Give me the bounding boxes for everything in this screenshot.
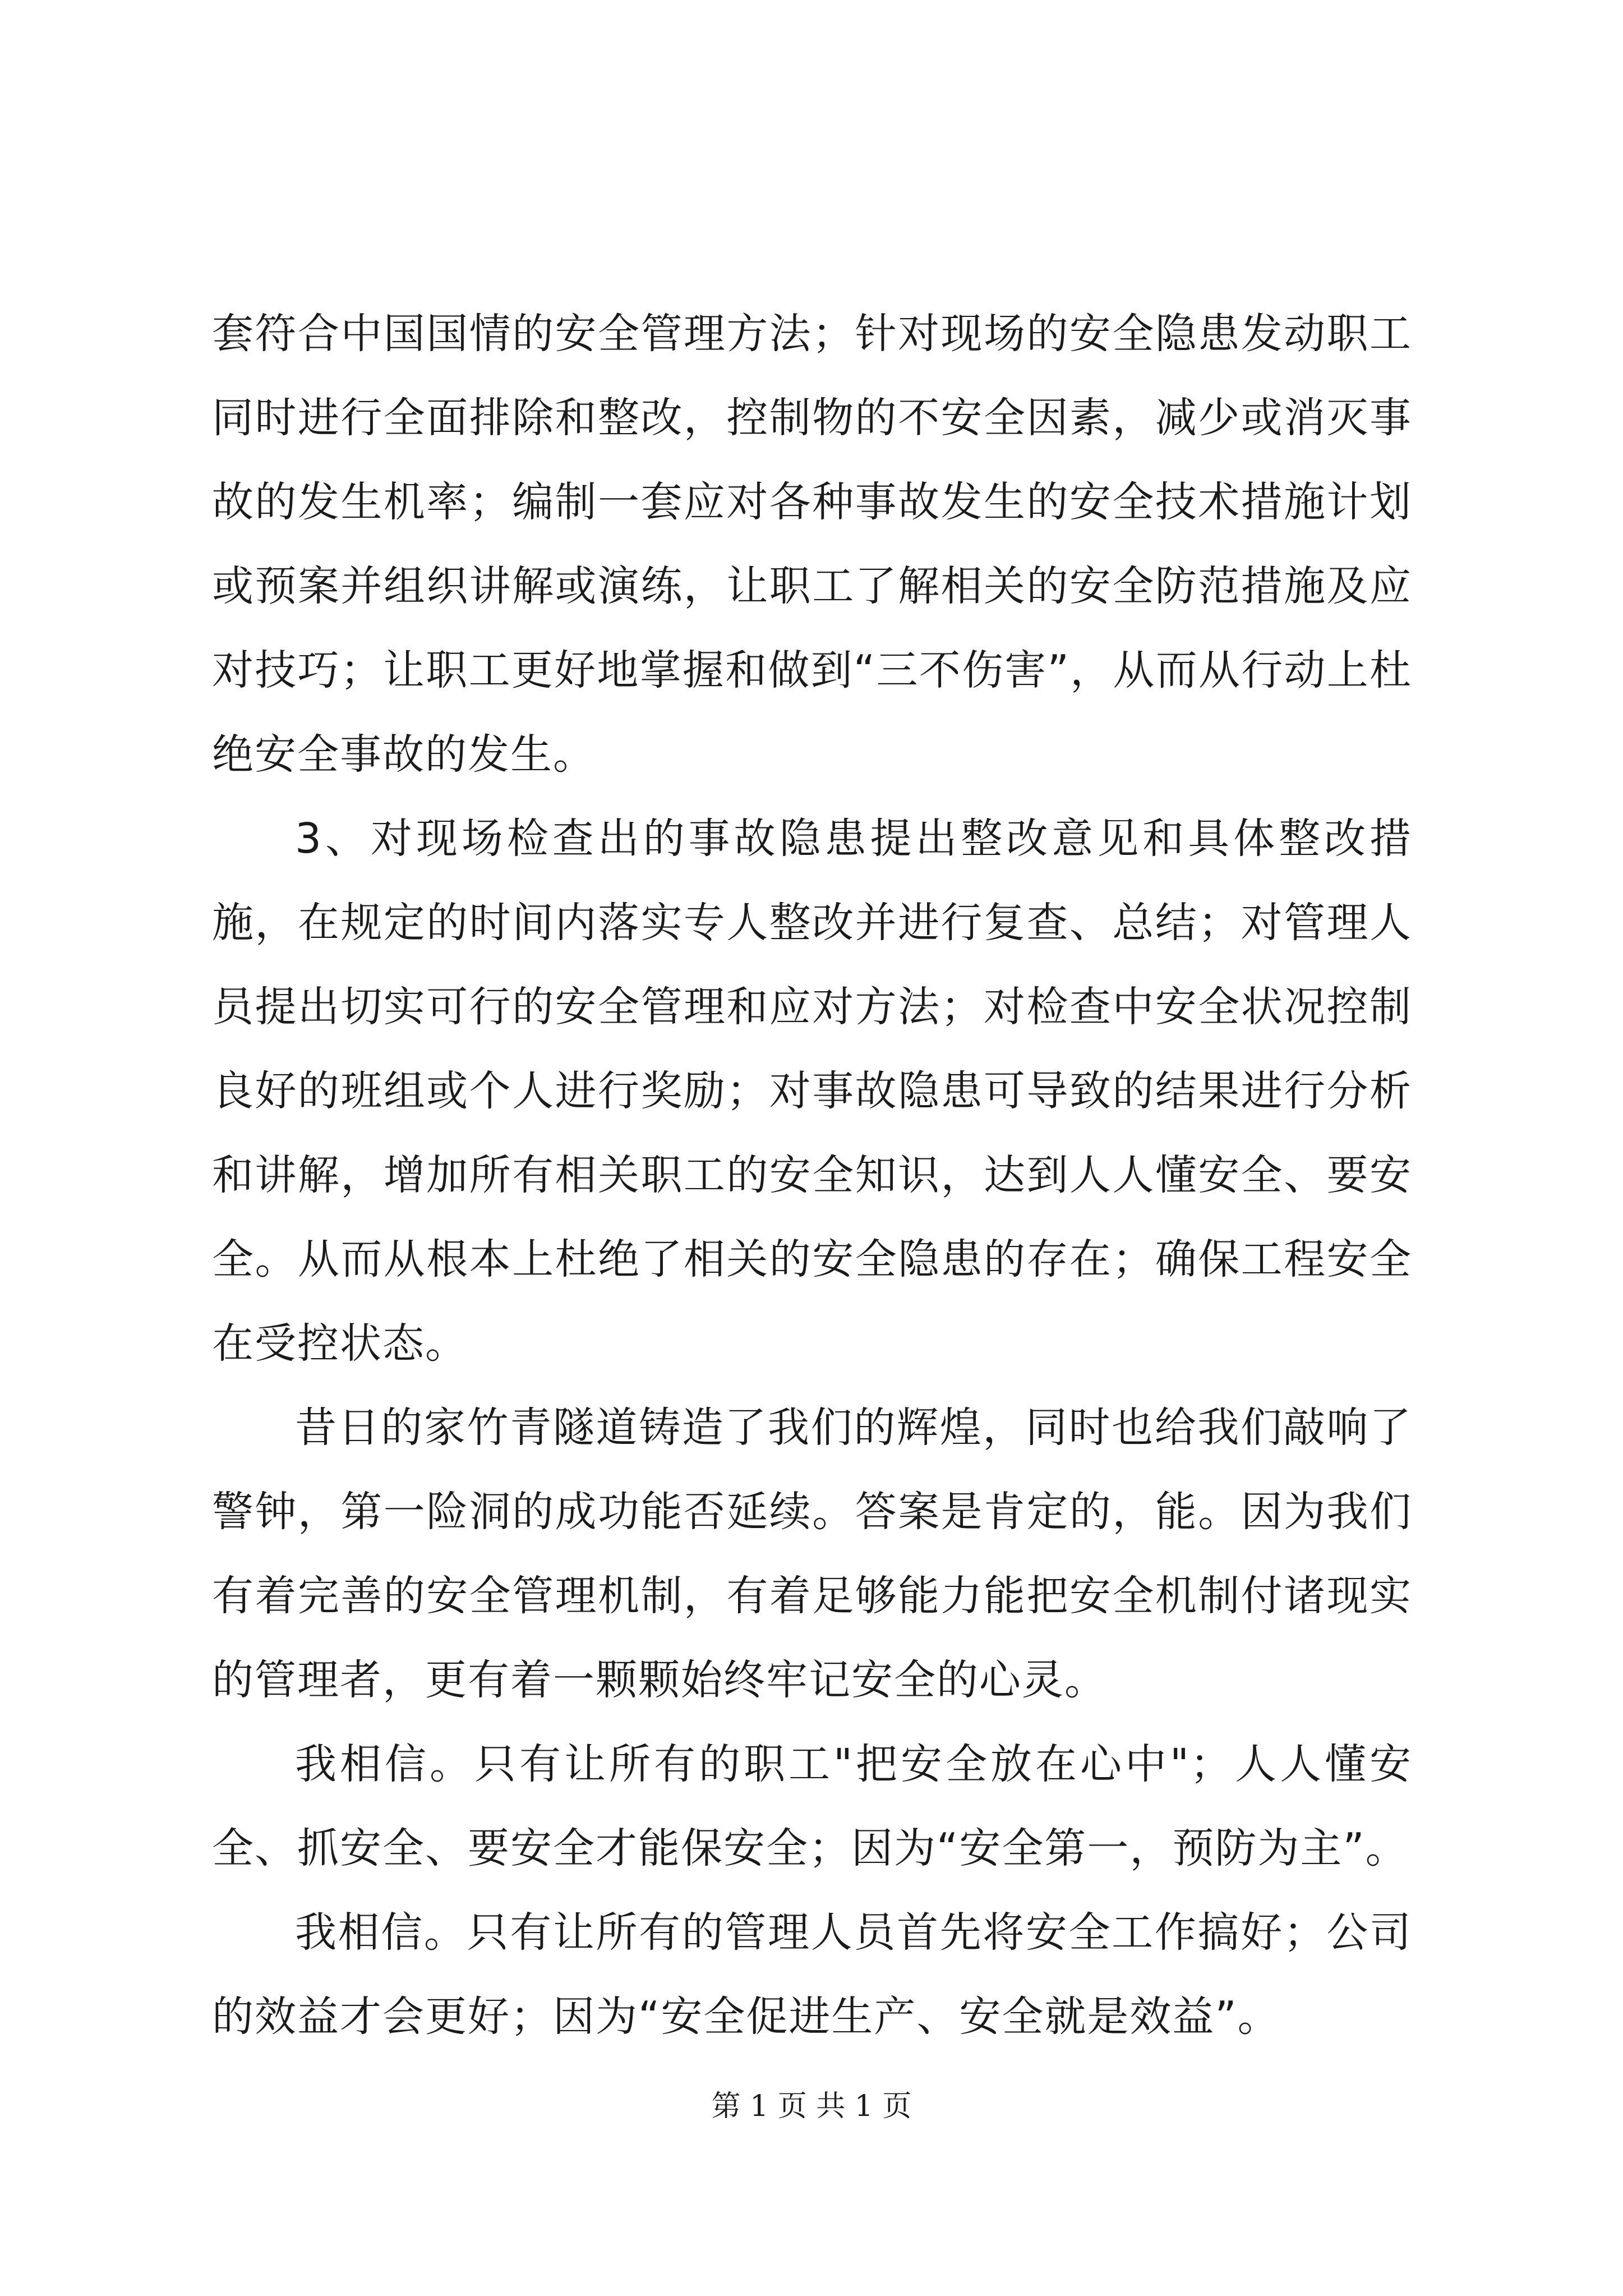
paragraph-5: 我相信。只有让所有的管理人员首先将安全工作搞好；公司的效益才会更好；因为“安全促进生产、安全就是效益”。 <box>212 1908 1412 2041</box>
paragraph-2: 3、对现场检查出的事故隐患提出整改意见和具体整改措施，在规定的时间内落实专人整改并进行复查、总结；对管理人员提出切实可行的安全管理和应对方法；对检查中安全状况控制良好的班组或个人进行奖励；对事故隐患可导致的结果进行分析和讲解，增加所有相关职工的安全知识，达到人人懂安全、要安全。从而从根本上杜绝了相关的安全隐患的存在；确保工程安全在受控状态。 <box>212 815 1412 1368</box>
page-footer: 第 1 页 共 1 页 <box>711 2090 912 2123</box>
paragraph-4: 我相信。只有让所有的职工"把安全放在心中"；人人懂安全、抓安全、要安全才能保安全；因为“安全第一，预防为主”。 <box>212 1740 1412 1872</box>
paragraph-3: 昔日的家竹青隧道铸造了我们的辉煌，同时也给我们敲响了警钟，第一险洞的成功能否延续。答案是肯定的，能。因为我们有着完善的安全管理机制，有着足够能力能把安全机制付诸现实的管理者，更有着一颗颗始终牢记安全的心灵。 <box>212 1404 1412 1704</box>
paragraph-1: 套符合中国国情的安全管理方法；针对现场的安全隐患发动职工同时进行全面排除和整改，控制物的不安全因素，减少或消灭事故的发生机率；编制一套应对各种事故发生的安全技术措施计划或预案并组织讲解或演练，让职工了解相关的安全防范措施及应对技巧；让职工更好地掌握和做到“三不伤害”，从而从行动上杜绝安全事故的发生。 <box>212 310 1412 779</box>
document-body <box>212 292 1412 2059</box>
